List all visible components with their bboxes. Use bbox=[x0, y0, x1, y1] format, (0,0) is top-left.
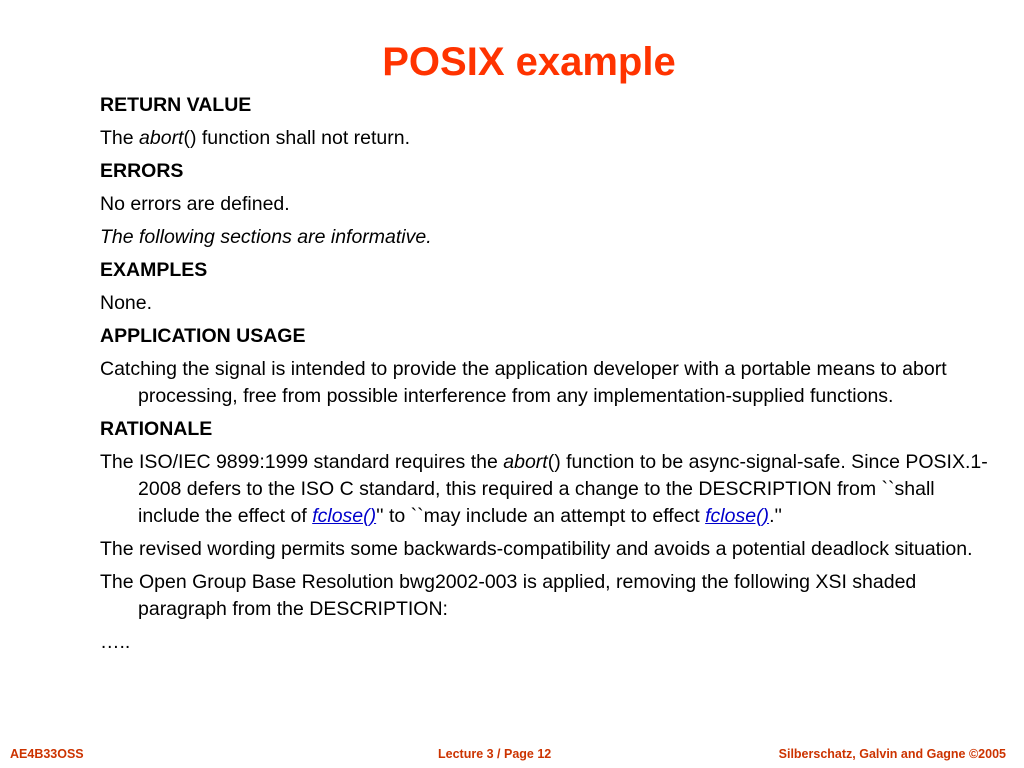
footer-course: AE4B33OSS bbox=[10, 747, 84, 761]
informative-note: The following sections are informative. bbox=[100, 226, 432, 248]
usage-heading: APPLICATION USAGE bbox=[100, 325, 306, 347]
errors-heading: ERRORS bbox=[100, 160, 184, 182]
rationale-paragraph-3: The Open Group Base Resolution bwg2002-003 is applied, removing the following XSI shaded paragraph from the DESCRIPTION: bbox=[100, 571, 917, 620]
slide-title: POSIX example bbox=[382, 40, 676, 84]
rationale-p1-b: () function to be async-signal-safe. Since POSIX.1-2008 defers to the ISO C standard, this required a change to the DESCRIPTION from ``shall include the effect of bbox=[138, 451, 988, 527]
rationale-p1-c: '' to ``may include an attempt to effect bbox=[376, 505, 706, 527]
rationale-p1-d: .'' bbox=[769, 505, 782, 527]
return-value-heading: RETURN VALUE bbox=[100, 94, 252, 116]
rationale-abort-name: abort bbox=[503, 451, 548, 473]
ellipsis: ….. bbox=[100, 631, 131, 653]
footer-copyright: Silberschatz, Galvin and Gagne ©2005 bbox=[778, 747, 1006, 761]
slide-body bbox=[100, 92, 990, 662]
rationale-p1-a: The ISO/IEC 9899:1999 standard requires the bbox=[100, 451, 504, 473]
errors-text: No errors are defined. bbox=[100, 193, 290, 215]
fclose-link-1[interactable]: fclose() bbox=[312, 505, 377, 527]
usage-text: Catching the signal is intended to provide the application developer with a portable means to abort processing, free from possible interference from any implementation-supplied functions. bbox=[100, 358, 947, 407]
return-value-the: The bbox=[100, 127, 140, 149]
rationale-paragraph-1 bbox=[100, 449, 990, 530]
fclose-link-2[interactable]: fclose() bbox=[705, 505, 770, 527]
return-value-rest: () function shall not return. bbox=[183, 127, 411, 149]
abort-function-name: abort bbox=[139, 127, 184, 149]
examples-text: None. bbox=[100, 292, 153, 314]
return-value-text bbox=[100, 125, 990, 152]
rationale-heading: RATIONALE bbox=[100, 418, 213, 440]
examples-heading: EXAMPLES bbox=[100, 259, 208, 281]
rationale-paragraph-2: The revised wording permits some backwards-compatibility and avoids a potential deadlock situation. bbox=[100, 538, 973, 560]
footer-page: Lecture 3 / Page 12 bbox=[438, 747, 552, 761]
